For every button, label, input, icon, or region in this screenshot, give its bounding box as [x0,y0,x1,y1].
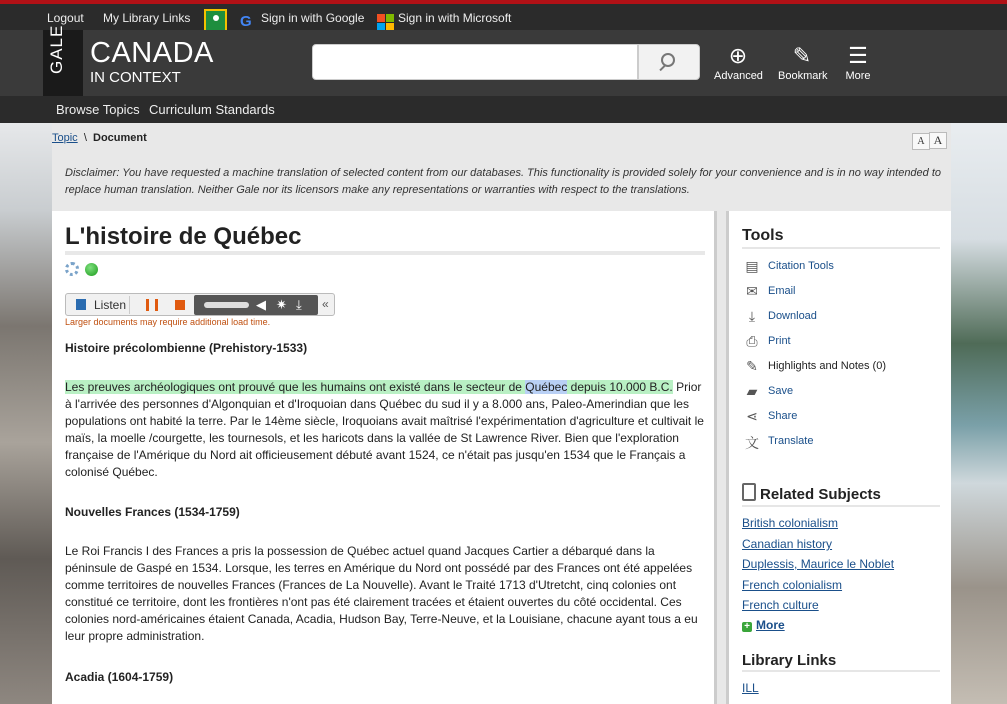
browse-topics-link[interactable]: Browse Topics [56,102,140,117]
print-link[interactable] [742,332,942,352]
title-divider [65,251,705,255]
section-heading: Histoire précolombienne (Prehistory-1533) [65,341,308,355]
product-subtitle: IN CONTEXT [90,69,181,86]
listen-button[interactable] [68,296,130,314]
pause-button[interactable] [146,299,158,311]
print-label: Print [768,335,791,347]
translate-link[interactable] [742,432,942,452]
font-size-controls [913,132,947,150]
advanced-search-button[interactable] [714,42,762,82]
share-link[interactable] [742,407,942,427]
download-icon: ⤓ [748,308,756,324]
advanced-label: Advanced [714,70,763,82]
search-button[interactable] [638,44,700,80]
article-paragraph: Le Roi Francis I des Frances a pris la possession de Québec actuel quand Jacques Cartier a débarqué dans la péninsule de Gaspé en 1534. Lorsque, les terres en Amérique du Nord ont possédé par des Frances ont été appelées comme territoires de nouvelles Frances (Frances de La Nouvelle). Avant le Traité 1713 d'Utretcht, cinq colonies ont constitué ce territoire, dont les frontières n'ont pas été clairement tracées et étaient ouvertes du côté occidental. Ces colonies nord-américaines étaient Canada, Acadia, Hudson Bay, Terre-Neuve, et la Louisiane, chacune ayant tous a eu leur propre administration. [65,544,698,643]
curriculum-standards-link[interactable]: Curriculum Standards [149,102,275,117]
related-subject-link[interactable]: Duplessis, Maurice le Noblet [742,557,895,571]
highlighted-sentence-end: depuis 10.000 B.C. [567,380,673,394]
ill-link[interactable]: ILL [742,681,759,695]
background-left [0,123,52,704]
section-heading: Nouvelles Frances (1534-1759) [65,505,240,519]
email-label: Email [768,285,796,297]
translate-label: Translate [768,435,814,447]
settings-gear-icon[interactable]: ✷ [276,297,287,312]
article-paragraph [65,379,705,481]
breadcrumb-topic-link[interactable]: Topic [52,132,78,144]
collapse-chevron-icon[interactable]: « [322,297,329,311]
top-bar [0,0,1007,30]
related-subjects-icon [742,483,756,501]
google-icon: G [240,13,252,30]
loading-spinner-icon [65,262,79,276]
download-link[interactable] [742,307,942,327]
translate-icon: 文 [745,435,759,451]
related-subject-link[interactable]: Canadian history [742,537,833,551]
tools-heading: Tools [742,227,784,244]
advanced-search-icon: ⊕ [728,43,748,68]
citation-icon: ▤ [745,258,759,274]
load-time-note: Larger documents may require additional load time. [65,317,271,327]
microsoft-icon [377,14,394,31]
related-subjects-title: Related Subjects [760,486,881,503]
breadcrumb-current: Document [93,132,147,144]
share-icon: ⋖ [746,408,758,424]
search-input[interactable] [312,44,638,80]
share-label: Share [768,410,798,422]
more-label: More [845,70,871,82]
page-title: L'histoire de Québec [65,223,302,250]
sidebar [726,211,951,704]
main-nav [0,96,1007,123]
progress-slider[interactable] [204,302,249,308]
font-decrease-button[interactable]: A [912,133,930,150]
microsoft-signin-link[interactable]: Sign in with Microsoft [398,11,512,25]
logout-link[interactable]: Logout [47,11,84,25]
save-label: Save [768,385,794,397]
print-icon: ⎙ [746,333,758,349]
more-related-link[interactable]: + More [742,618,785,632]
article-panel [52,211,717,704]
audio-controls [194,295,318,315]
highlights-notes-label: Highlights and Notes (0) [768,360,887,372]
highlight-pen-icon: ✎ [746,358,758,374]
citation-tools-label: Citation Tools [768,260,834,272]
save-link[interactable] [742,382,942,402]
product-title[interactable]: CANADA [90,37,214,69]
related-subjects-heading [742,483,881,504]
readspeaker-toolbar [65,293,335,316]
listen-label: Listen [94,298,127,312]
bookmark-button[interactable] [778,42,826,82]
bookmark-icon: ✎ [792,43,812,68]
related-subject-link[interactable]: British colonialism [742,516,839,530]
header [0,24,1007,96]
download-label: Download [768,310,817,322]
stop-button[interactable] [175,300,185,310]
translation-disclaimer: Disclaimer: You have requested a machine translation of selected content from our databases. This functionality is provided solely for your convenience and is in no way intended to replace human translation. Neither Gale nor its licensors make any representations or warranties with respect to the translations. [65,167,942,196]
section-heading: Acadia (1604-1759) [65,670,174,684]
font-increase-button[interactable]: A [929,132,947,149]
email-link[interactable] [742,282,942,302]
google-signin-link[interactable]: Sign in with Google [261,11,365,25]
paragraph-text: Prior à l'arrivée des personnes d'Algonquian et d'Iroquoian dans Québec du sud il y a 8.000 ans, Paleo-Amerindian que les populations ont habité la terre. Par le 14ème siècle, Iroquoians avait maîtrisé l'expérimentation d'agriculture et cultivait le maïs, la moelle /courgette, les tournesols, et les haricots dans la vallée de St Lawrence River. Bien que l'exploration française de l'Amérique du Nord ait officieusement débuté avant 1524, ce n'était pas jusqu'en 1534 que le Français a colonisé Québec. [65,380,704,479]
related-subject-link[interactable]: French culture [742,598,819,612]
breadcrumb [52,132,147,144]
related-subject-link[interactable]: French colonialism [742,578,843,592]
more-menu-button[interactable] [838,42,878,82]
hamburger-icon: ☰ [848,43,868,68]
bookmark-label: Bookmark [778,70,828,82]
background-right [951,123,1007,704]
download-audio-icon[interactable]: ⤓ [296,297,302,312]
google-classroom-icon[interactable] [204,9,227,32]
highlighted-word: Québec [525,380,568,394]
citation-tools-link[interactable] [742,257,942,277]
gale-logo[interactable] [43,24,83,96]
email-icon: ✉ [746,283,758,299]
status-dot-icon [85,263,98,276]
volume-icon[interactable]: ◀ [256,297,266,312]
breadcrumb-separator: \ [83,132,87,144]
speaker-icon [76,299,86,310]
gale-logo-text: GALE [47,24,66,74]
highlighted-sentence: Les preuves archéologiques ont prouvé que les humains ont existé dans le secteur de [65,380,526,394]
my-library-links-link[interactable]: My Library Links [103,11,191,25]
folder-icon: ▰ [746,383,758,399]
library-links-heading: Library Links [742,652,837,669]
highlights-notes-link[interactable] [742,357,942,377]
